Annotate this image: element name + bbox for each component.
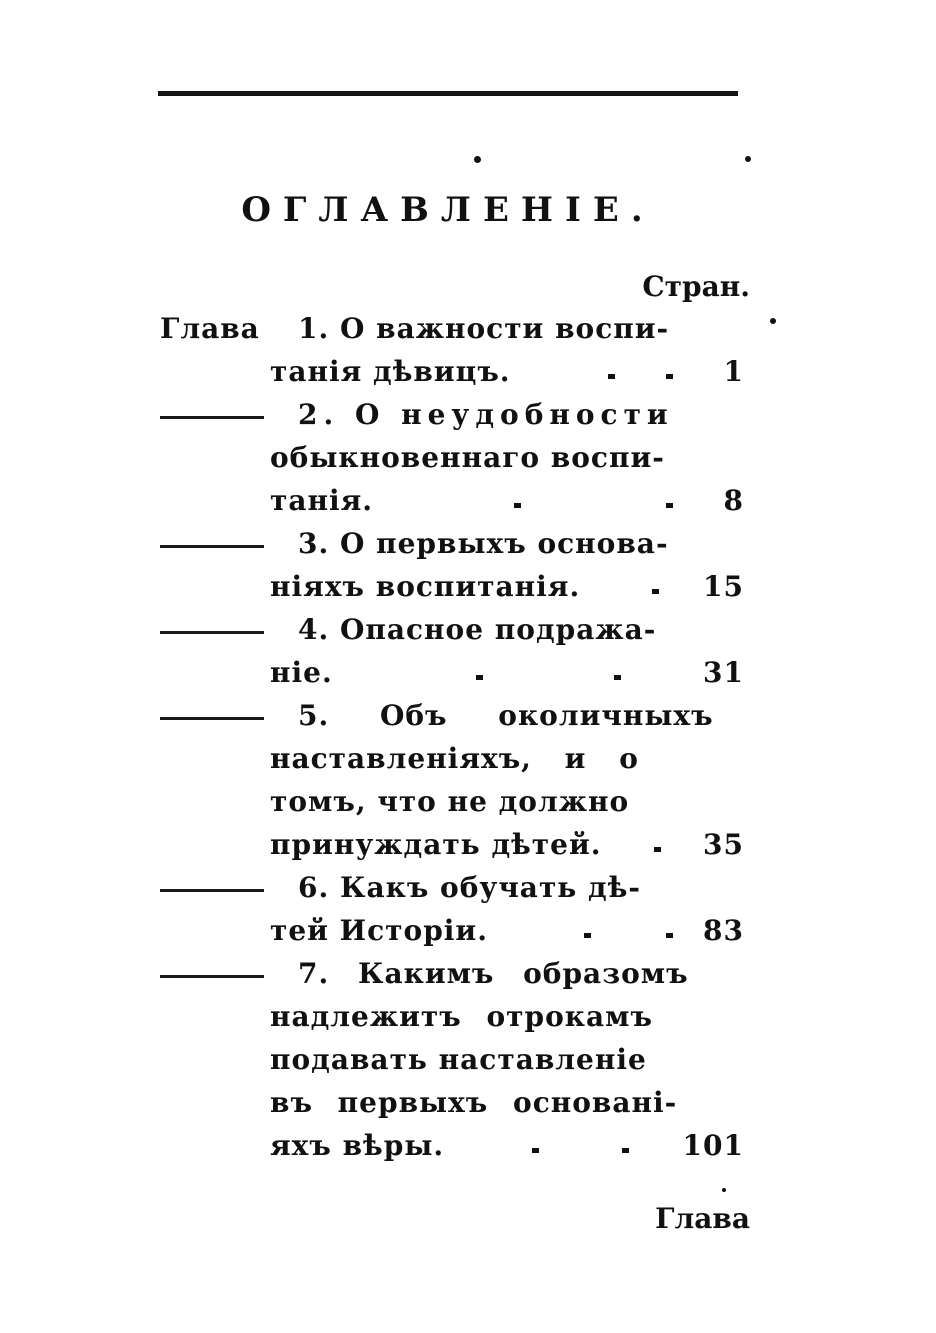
entry-title-line: 7. Какимъ образомъ [298,957,689,990]
entry-title-line: томъ, что не должно [270,785,630,818]
dot-leader [614,675,621,680]
ditto-dash [160,889,264,892]
print-speck [745,156,751,162]
dot-leader [584,933,591,938]
entry-title-line: 3. О первыхъ основа- [298,527,669,560]
entry-title-line: подавать наставленіе [270,1043,647,1076]
toc-line [160,484,744,520]
entry-title-line: 2. О неудобности [298,398,674,431]
page-number: 1 [723,355,744,388]
toc-line [160,656,744,692]
toc-line [160,1086,744,1122]
entry-title-line: наставленіяхъ, и о [270,742,639,775]
dot-leader [666,374,673,379]
page-number: 15 [703,570,744,603]
entry-title-line: 1. О важности воспи- [298,312,670,345]
toc-line [160,398,744,434]
page-column-header: Стран. [642,270,750,303]
toc-line [160,1043,744,1079]
toc-line [160,871,744,907]
dot-leader [514,503,521,508]
ditto-dash [160,717,264,720]
toc-line [160,1000,744,1036]
toc-line [160,570,744,606]
page-number: 101 [682,1129,744,1162]
toc-line [160,1129,744,1165]
toc-line [160,957,744,993]
dot-leader [666,503,673,508]
entry-title-line: танія. [270,484,374,517]
toc-line [160,742,744,778]
toc-line [160,527,744,563]
entry-title-line: 5. Объ околичныхъ [298,699,714,732]
page-number: 31 [703,656,744,689]
print-speck [770,318,776,324]
toc-line [160,828,744,864]
page-number: 35 [703,828,744,861]
entry-title-line: ніе. [270,656,333,689]
toc-line [160,785,744,821]
entry-title-line: обыкновеннаго воспи- [270,441,665,474]
entry-title-line: 6. Какъ обучать дѣ- [298,871,642,904]
entry-title-line: надлежитъ отрокамъ [270,1000,653,1033]
chapter-label: Глава [160,312,260,345]
dot-leader [666,933,673,938]
entry-title-line: принуждать дѣтей. [270,828,602,861]
ditto-dash [160,545,264,548]
entry-title-line: яхъ вѣры. [270,1129,445,1162]
dot-leader [622,1148,629,1153]
print-speck [474,156,481,163]
entry-title-line: танія дѣвицъ. [270,355,511,388]
entry-title-line: 4. Опасное подража- [298,613,657,646]
dot-leader [476,675,483,680]
toc-line [160,914,744,950]
ditto-dash [160,975,264,978]
dot-leader [532,1148,539,1153]
entry-title-line: ніяхъ воспитанія. [270,570,581,603]
toc-line [160,613,744,649]
dot-leader [652,589,659,594]
page-number: 83 [703,914,744,947]
toc-line [160,312,744,348]
entry-title-line: въ первыхъ основані- [270,1086,678,1119]
dot-leader [608,374,615,379]
ditto-dash [160,416,264,419]
catchword: Глава [655,1202,750,1235]
toc-line [160,441,744,477]
entry-title-line: тей Исторіи. [270,914,488,947]
page-title: ОГЛАВЛЕНІЕ. [241,190,655,230]
dot-leader [654,847,661,852]
ditto-dash [160,631,264,634]
header-rule [158,91,738,96]
toc-line [160,699,744,735]
toc-line [160,355,744,391]
page-number: 8 [723,484,744,517]
print-speck [722,1188,726,1192]
